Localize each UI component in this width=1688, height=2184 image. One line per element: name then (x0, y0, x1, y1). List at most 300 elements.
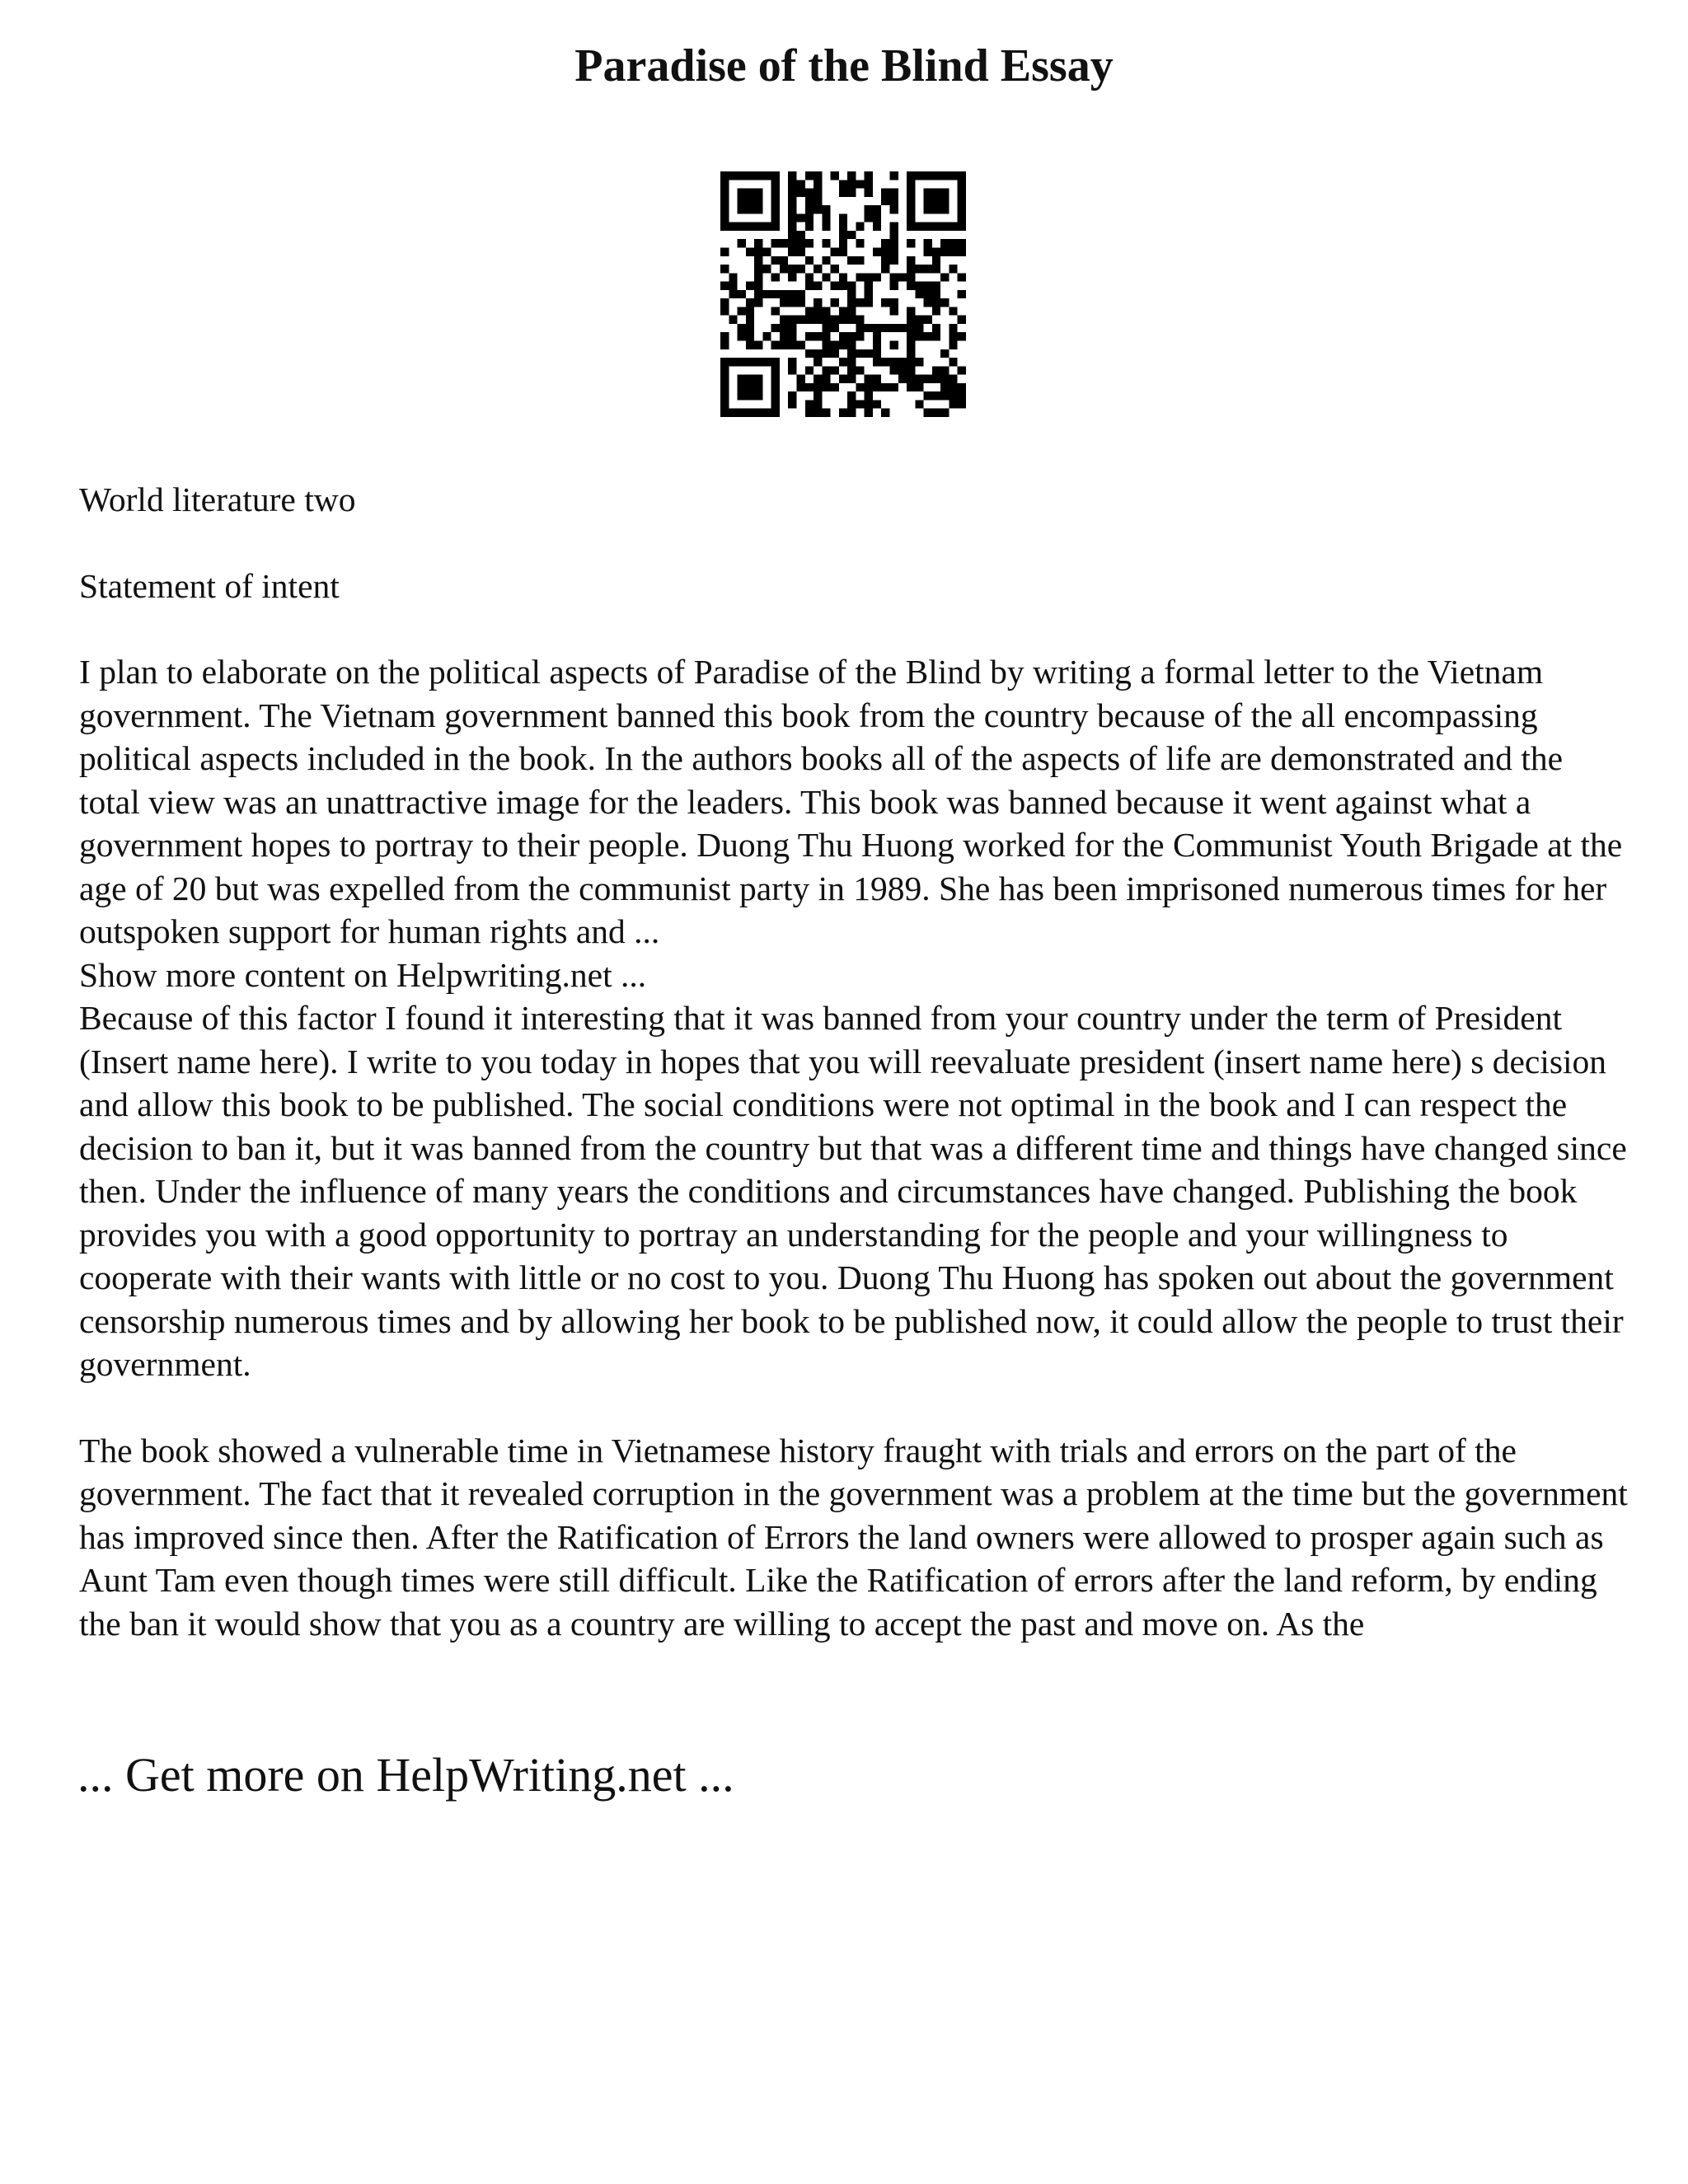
qr-module (788, 231, 796, 239)
qr-module (788, 171, 796, 180)
qr-module (949, 247, 957, 255)
qr-module (729, 223, 737, 231)
qr-module (907, 180, 915, 188)
qr-module (881, 383, 889, 391)
qr-module (822, 256, 830, 265)
qr-module (907, 213, 915, 222)
qr-module (746, 247, 754, 255)
qr-module (720, 171, 729, 180)
qr-module (932, 197, 940, 205)
qr-module (805, 332, 814, 340)
qr-module (754, 290, 762, 298)
qr-module (754, 265, 762, 273)
qr-module (873, 400, 881, 408)
qr-module (847, 298, 856, 307)
qr-module (958, 383, 966, 391)
qr-module (839, 341, 847, 349)
qr-module (805, 400, 814, 408)
qr-module (796, 265, 804, 273)
qr-module (958, 223, 966, 231)
qr-module (940, 383, 949, 391)
qr-module (729, 358, 737, 366)
qr-module (720, 197, 729, 205)
qr-module (738, 223, 746, 231)
qr-module (932, 256, 940, 265)
qr-module (746, 316, 754, 324)
qr-module (762, 332, 771, 340)
qr-module (822, 273, 830, 281)
qr-module (932, 324, 940, 332)
qr-module (958, 247, 966, 255)
qr-module (949, 307, 957, 315)
qr-module (771, 171, 780, 180)
qr-module (924, 298, 932, 307)
qr-module (865, 375, 873, 383)
qr-module (847, 180, 856, 188)
qr-module (856, 324, 864, 332)
qr-module (865, 349, 873, 358)
qr-module (839, 282, 847, 290)
qr-module (831, 265, 839, 273)
qr-module (746, 341, 754, 349)
qr-module (881, 197, 889, 205)
qr-module (814, 205, 822, 213)
qr-module (780, 239, 788, 247)
qr-module (831, 247, 839, 255)
qr-module (847, 332, 856, 340)
qr-module (890, 189, 898, 197)
qr-module (940, 366, 949, 374)
qr-module (771, 239, 780, 247)
qr-module (822, 223, 830, 231)
qr-module (890, 307, 898, 315)
qr-module (762, 290, 771, 298)
qr-module (881, 324, 889, 332)
qr-module (915, 383, 923, 391)
qr-module (738, 383, 746, 391)
qr-module (771, 307, 780, 315)
qr-module (915, 375, 923, 383)
qr-module (865, 189, 873, 197)
qr-module (940, 205, 949, 213)
qr-module (915, 400, 923, 408)
qr-module (738, 307, 746, 315)
qr-module (898, 324, 907, 332)
qr-module (780, 265, 788, 273)
qr-module (915, 282, 923, 290)
qr-module (881, 409, 889, 417)
qr-module (847, 231, 856, 239)
qr-module (949, 375, 957, 383)
qr-module (780, 316, 788, 324)
qr-module (805, 223, 814, 231)
qr-module (865, 400, 873, 408)
qr-module (788, 298, 796, 307)
qr-module (890, 231, 898, 239)
qr-module (856, 349, 864, 358)
qr-module (915, 265, 923, 273)
qr-module (771, 213, 780, 222)
qr-module (822, 375, 830, 383)
qr-module (898, 366, 907, 374)
qr-module (958, 171, 966, 180)
qr-module (771, 180, 780, 188)
qr-module (873, 205, 881, 213)
qr-module (805, 171, 814, 180)
qr-module (940, 391, 949, 400)
qr-module (754, 383, 762, 391)
qr-module (788, 324, 796, 332)
qr-module (771, 358, 780, 366)
qr-module (847, 358, 856, 366)
qr-module (940, 171, 949, 180)
qr-module (949, 332, 957, 340)
qr-module (771, 256, 780, 265)
qr-module (822, 383, 830, 391)
qr-module (738, 391, 746, 400)
qr-module (746, 409, 754, 417)
qr-module (788, 366, 796, 374)
qr-module (949, 171, 957, 180)
qr-module (865, 282, 873, 290)
qr-module (924, 171, 932, 180)
qr-module (856, 383, 864, 391)
qr-module (788, 316, 796, 324)
qr-module (796, 247, 804, 255)
qr-module (932, 375, 940, 383)
qr-module (847, 290, 856, 298)
qr-module (898, 358, 907, 366)
qr-module (881, 298, 889, 307)
qr-module (720, 375, 729, 383)
qr-module (847, 282, 856, 290)
qr-module (907, 239, 915, 247)
qr-module (805, 273, 814, 281)
qr-module (788, 189, 796, 197)
qr-module (738, 324, 746, 332)
qr-module (881, 358, 889, 366)
qr-module (771, 189, 780, 197)
qr-module (788, 180, 796, 188)
qr-module (873, 247, 881, 255)
qr-module (949, 383, 957, 391)
qr-module (738, 205, 746, 213)
qr-module (839, 239, 847, 247)
qr-module (856, 316, 864, 324)
qr-module (907, 205, 915, 213)
qr-module (873, 383, 881, 391)
qr-module (865, 180, 873, 188)
qr-module (865, 409, 873, 417)
paragraph-2: Because of this factor I found it interesting that it was banned from your country under the term of President (Insert name here). I write to you today in hopes that you will reevaluate president (insert name here) s decision and allow this book to be published. The social conditions were not optimal in the book and I can respect the decision to ban it, but it was banned from the country but that was a different time and things have changed since then. Under the influence of many years the conditions and circumstances have changed. Publishing the book provides you with a good opportunity to portray an understanding for the people and your willingness to cooperate with their wants with little or no cost to you. Duong Thu Huong has spoken out about the government censorship numerous times and by allowing her book to be published now, it could allow the people to trust their government. (79, 999, 1627, 1383)
qr-module (780, 298, 788, 307)
qr-module (788, 273, 796, 281)
qr-module (907, 189, 915, 197)
document-body (79, 478, 1629, 1645)
qr-module (932, 298, 940, 307)
qr-module (940, 298, 949, 307)
qr-module (805, 316, 814, 324)
qr-module (814, 197, 822, 205)
qr-module (924, 197, 932, 205)
qr-module (746, 358, 754, 366)
qr-module (746, 197, 754, 205)
qr-module (873, 332, 881, 340)
qr-module (865, 391, 873, 400)
qr-module (847, 375, 856, 383)
qr-module (839, 223, 847, 231)
qr-module (805, 366, 814, 374)
qr-module (940, 197, 949, 205)
qr-module (881, 256, 889, 265)
qr-module (907, 375, 915, 383)
qr-module (822, 349, 830, 358)
qr-module (729, 171, 737, 180)
qr-module (720, 307, 729, 315)
qr-module (729, 316, 737, 324)
qr-module (940, 239, 949, 247)
qr-module (788, 358, 796, 366)
qr-module (814, 189, 822, 197)
qr-module (822, 316, 830, 324)
qr-module (738, 189, 746, 197)
qr-module (915, 324, 923, 332)
qr-module (898, 273, 907, 281)
qr-module (890, 273, 898, 281)
qr-module (814, 391, 822, 400)
qr-module (788, 290, 796, 298)
qr-module (839, 213, 847, 222)
qr-module (915, 316, 923, 324)
qr-module (771, 409, 780, 417)
qr-module (881, 247, 889, 255)
get-more-link[interactable]: ... Get more on HelpWriting.net ... (77, 1748, 734, 1802)
qr-module (924, 205, 932, 213)
qr-module (796, 375, 804, 383)
qr-module (924, 409, 932, 417)
qr-module (762, 171, 771, 180)
qr-module (831, 324, 839, 332)
qr-module (780, 256, 788, 265)
qr-module (847, 366, 856, 374)
qr-module (746, 223, 754, 231)
qr-module (720, 282, 729, 290)
show-more-link[interactable]: Show more content on Helpwriting.net ... (79, 955, 647, 994)
qr-module (873, 324, 881, 332)
qr-module (958, 290, 966, 298)
qr-module (738, 332, 746, 340)
qr-module (907, 383, 915, 391)
qr-module (949, 391, 957, 400)
qr-module (924, 265, 932, 273)
qr-module (907, 223, 915, 231)
qr-code-graphic (720, 171, 966, 417)
qr-module (822, 366, 830, 374)
qr-module (754, 298, 762, 307)
qr-module (890, 247, 898, 255)
qr-module (796, 383, 804, 391)
qr-module (762, 358, 771, 366)
qr-module (907, 256, 915, 265)
qr-module (839, 375, 847, 383)
qr-module (780, 290, 788, 298)
qr-module (949, 223, 957, 231)
qr-module (822, 341, 830, 349)
qr-module (771, 290, 780, 298)
qr-module (788, 197, 796, 205)
qr-module (932, 391, 940, 400)
qr-module (839, 247, 847, 255)
qr-module (754, 256, 762, 265)
qr-module (856, 400, 864, 408)
qr-module (814, 332, 822, 340)
qr-module (754, 341, 762, 349)
qr-module (932, 366, 940, 374)
qr-module (754, 223, 762, 231)
qr-module (856, 366, 864, 374)
qr-module (771, 391, 780, 400)
qr-module (839, 180, 847, 188)
qr-module (932, 247, 940, 255)
paragraph-1: I plan to elaborate on the political aspects of Paradise of the Blind by writing a formal letter to the Vietnam government. The Vietnam government banned this book from the country because of the all encompassing political aspects included in the book. In the authors books all of the aspects of life are demonstrated and the total view was an unattractive image for the leaders. This book was banned because it went against what a government hopes to portray to their people. Duong Thu Huong worked for the Communist Youth Brigade at the age of 20 but was expelled from the communist party in 1989. She has been imprisoned numerous times for her outspoken support for human rights and ... (79, 653, 1623, 950)
qr-module (814, 409, 822, 417)
qr-module (754, 189, 762, 197)
qr-module (796, 316, 804, 324)
qr-module (720, 180, 729, 188)
qr-module (814, 375, 822, 383)
qr-module (932, 282, 940, 290)
qr-module (839, 358, 847, 366)
qr-module (720, 400, 729, 408)
qr-module (915, 171, 923, 180)
qr-module (720, 223, 729, 231)
qr-module (788, 239, 796, 247)
qr-module (720, 358, 729, 366)
qr-module (932, 265, 940, 273)
qr-module (754, 171, 762, 180)
qr-module (720, 189, 729, 197)
qr-module (805, 205, 814, 213)
qr-module (720, 383, 729, 391)
qr-module (907, 171, 915, 180)
qr-module (940, 409, 949, 417)
qr-module (924, 239, 932, 247)
qr-module (847, 391, 856, 400)
qr-module (831, 341, 839, 349)
qr-module (907, 349, 915, 358)
qr-module (924, 247, 932, 255)
qr-module (940, 247, 949, 255)
qr-module (762, 409, 771, 417)
qr-module (915, 290, 923, 298)
qr-module (822, 409, 830, 417)
qr-module (814, 383, 822, 391)
qr-module (796, 189, 804, 197)
qr-module (754, 247, 762, 255)
qr-module (822, 239, 830, 247)
qr-module (780, 341, 788, 349)
qr-module (890, 383, 898, 391)
qr-module (746, 298, 754, 307)
qr-module (856, 273, 864, 281)
qr-module (847, 307, 856, 315)
qr-module (958, 180, 966, 188)
qr-module (873, 341, 881, 349)
qr-module (822, 213, 830, 222)
qr-module (958, 273, 966, 281)
qr-module (720, 247, 729, 255)
qr-module (738, 197, 746, 205)
qr-module (924, 282, 932, 290)
qr-module (898, 375, 907, 383)
qr-module (796, 290, 804, 298)
qr-module (890, 205, 898, 213)
qr-module (881, 239, 889, 247)
qr-module (720, 391, 729, 400)
qr-module (788, 400, 796, 408)
qr-module (771, 375, 780, 383)
qr-module (738, 375, 746, 383)
qr-module (788, 391, 796, 400)
qr-module (856, 256, 864, 265)
qr-module (958, 205, 966, 213)
qr-module (924, 332, 932, 340)
qr-module (805, 213, 814, 222)
qr-module (805, 282, 814, 290)
qr-module (729, 282, 737, 290)
qr-module (907, 332, 915, 340)
qr-module (924, 290, 932, 298)
qr-module (754, 197, 762, 205)
qr-module (720, 341, 729, 349)
qr-module (771, 197, 780, 205)
qr-module (907, 265, 915, 273)
qr-module (873, 223, 881, 231)
qr-module (814, 180, 822, 188)
qr-module (729, 273, 737, 281)
qr-module (814, 265, 822, 273)
qr-module (780, 324, 788, 332)
qr-module (856, 332, 864, 340)
qr-module (754, 358, 762, 366)
qr-module (738, 171, 746, 180)
qr-module (907, 324, 915, 332)
qr-module (865, 273, 873, 281)
qr-module (805, 349, 814, 358)
qr-module (907, 358, 915, 366)
qr-module (788, 247, 796, 255)
qr-module (890, 358, 898, 366)
qr-module (796, 341, 804, 349)
qr-module (746, 205, 754, 213)
qr-module (932, 223, 940, 231)
qr-module (839, 332, 847, 340)
qr-module (771, 400, 780, 408)
qr-module (958, 197, 966, 205)
qr-module (958, 366, 966, 374)
qr-module (847, 400, 856, 408)
qr-module (949, 400, 957, 408)
qr-module (822, 324, 830, 332)
qr-module (839, 189, 847, 197)
qr-module (788, 341, 796, 349)
qr-module (762, 265, 771, 273)
qr-module (890, 324, 898, 332)
qr-module (814, 307, 822, 315)
qr-module (847, 189, 856, 197)
qr-module (940, 349, 949, 358)
qr-module (746, 189, 754, 197)
